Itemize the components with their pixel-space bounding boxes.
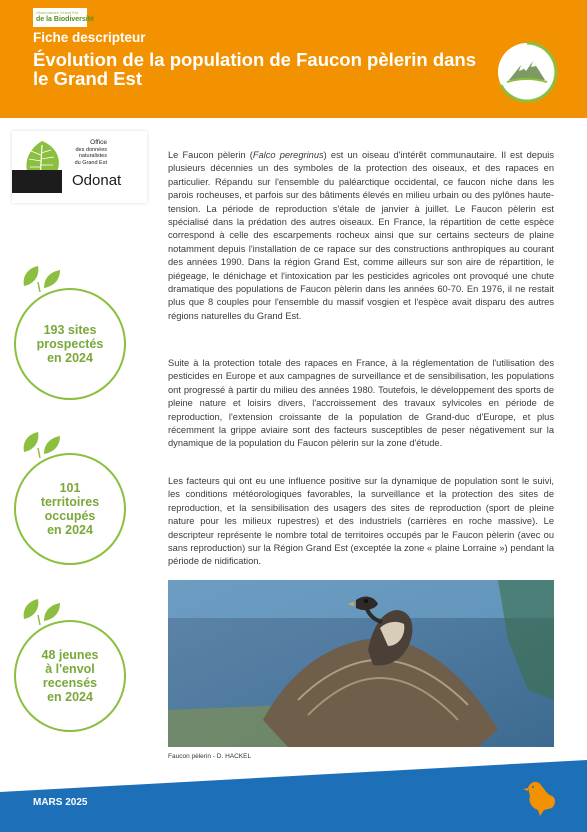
footer-band: [0, 760, 587, 832]
document-type: Fiche descripteur: [33, 30, 146, 45]
paragraph-factors: Les facteurs qui ont eu une influence positive sur la dynamique de population sont le suivi, les conditions météorologiques favorables, la surveillance et la protection des sites de reproduction, et la sensibilisation des usagers des sites de reproduction (sport de pleine nature pour les milieux rupestres) et des industriels (carrières en roche massive). Le descripteur représente le nombre total de territoires occupés par le Faucon pèlerin (avec ou sans reproduction) sur la Région Grand Est (exceptée la zone « plaine Lorraine ») pendant la période de nidification.: [168, 476, 554, 567]
observatoire-logo: [33, 8, 94, 27]
stat-young-fledged: 48 jeunes à l'envol recensés en 2024: [14, 620, 126, 732]
page-title: Évolution de la population de Faucon pèlerin dans le Grand Est: [33, 49, 477, 89]
paragraph-intro: Le Faucon pèlerin (Falco peregrinus) est un oiseau d'intérêt communautaire. Il est depuis plusieurs décennies un des symboles de la protection des oiseaux, et des rapaces en particulier. Répandu sur l'ensemble du paléarctique occidental, ce faucon niche dans les parois rocheuses, et parfois sur des bâtiments élevés en milieu urbain ou des pylônes haute-tension. La période de reproduction s'étale de janvier à juillet. Le Faucon pèlerin est spécialisé dans la prédation des autres oiseaux. En France, la répartition de cette espèce correspond à celle des escarpements rocheux ainsi que sur certains secteurs de plaine notamment depuis l'installation de ce rapace sur des constructions anthropiques au courant des années 1990. Dans la région Grand Est, comme ailleurs sur son aire de répartition, le piégeage, le dénichage et l'intoxication par les pesticides agricoles ont provoqué une chute dramatique des populations de Faucon pèlerin dans les années 60-70. En 1976, il ne restait plus que 8 couples pour l'ensemble du massif vosgien et l'espèce avait disparu des autres régions naturelles du Grand Est.: [168, 150, 555, 321]
stat-sites-prospected: 193 sites prospectés en 2024: [14, 288, 126, 400]
logo-line-1: Observatoire Grand Est: [36, 10, 79, 15]
odonat-logo: [12, 131, 147, 203]
peregrine-falcon-photo: [168, 580, 554, 747]
paragraph-protection: Suite à la protection totale des rapaces en France, à la réglementation de l'utilisation des pesticides en Europe et aux campagnes de surveillance et de sensibilisation, les populations ont progressé à partir du milieu des années 1980. Toutefois, le développement des sports de pleine nature et loisirs divers, l'accroissement des travaux sylvicoles en période de reproduction, l'extension croissante de la population de Grand-duc d'Europe, et plus récemment la grippe aviaire sont des facteurs susceptibles de peser négativement sur la dynamique de la population du Faucon pèlerin sur la zone d'étude.: [168, 358, 554, 449]
odonat-tagline: Office des données naturalistes du Grand Est: [74, 139, 107, 166]
odonat-bar: [12, 170, 147, 193]
photo-caption: Faucon pèlerin - D. HACKEL: [168, 753, 252, 760]
species-latin-name: Falco peregrinus: [252, 150, 324, 160]
logo-line-2: de la Biodiversité: [36, 16, 94, 23]
bird-icon: [520, 774, 560, 818]
leaves-icon: [18, 262, 66, 292]
odonat-name: Odonat: [72, 172, 122, 189]
header-banner: [0, 0, 587, 118]
stat-territories-occupied: 101 territoires occupés en 2024: [14, 453, 126, 565]
publication-date: MARS 2025: [33, 797, 88, 808]
mountain-icon: [498, 43, 556, 101]
